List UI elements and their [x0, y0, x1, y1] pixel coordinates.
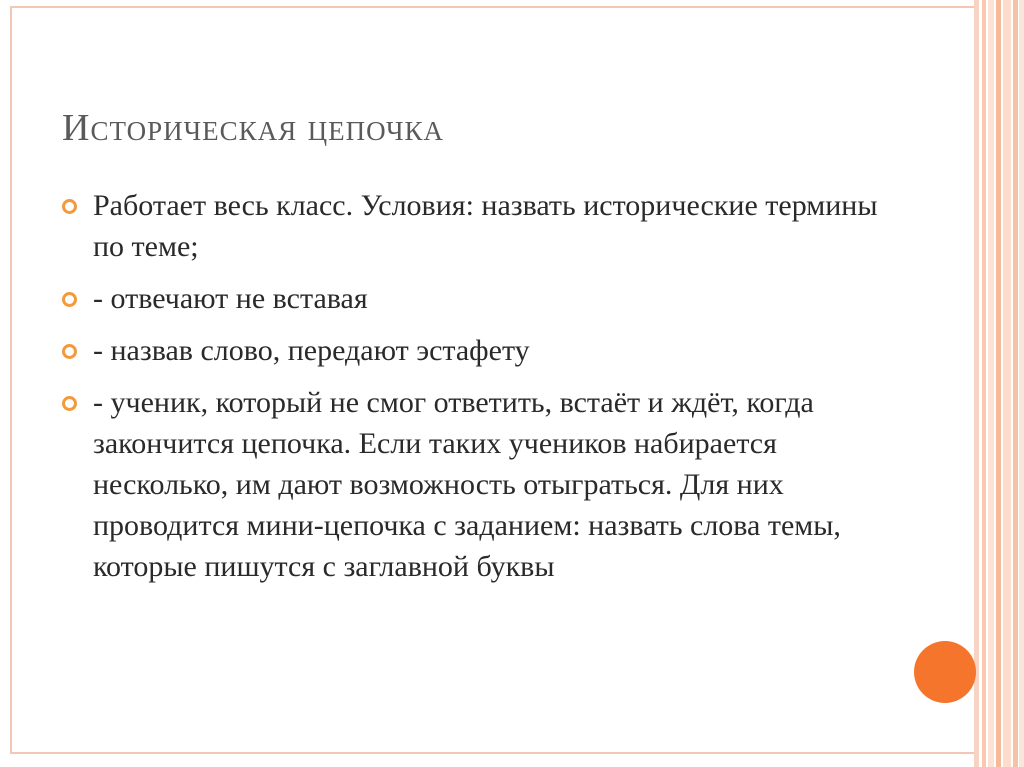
decorative-stripes [974, 0, 1024, 767]
stripe [974, 0, 979, 767]
stripe [1019, 0, 1024, 767]
stripe [982, 0, 986, 767]
circle-bullet-icon [62, 396, 77, 411]
stripe [988, 0, 994, 767]
bullet-text: - ученик, который не смог ответить, встаёт и ждёт, когда закончится цепочка. Если таких учеников набирается несколько, им дают возможность отыграться. Для них проводится мини-цепочка с заданием: назвать слова темы, которые пишутся с заглавной буквы [93, 386, 841, 583]
circle-bullet-icon [62, 199, 77, 214]
circle-bullet-icon [62, 344, 77, 359]
circle-bullet-icon [62, 292, 77, 307]
slide-title: Историческая цепочка [62, 107, 445, 149]
bullet-text: - назвав слово, передают эстафету [93, 334, 530, 367]
bullet-item [62, 330, 882, 371]
bullet-item [62, 185, 882, 267]
bullet-item [62, 278, 882, 319]
bullet-list [62, 185, 882, 598]
bullet-item [62, 382, 882, 587]
stripe [1003, 0, 1011, 767]
bullet-text: - отвечают не вставая [93, 282, 368, 315]
orange-circle-decoration [914, 641, 976, 703]
stripe [1013, 0, 1018, 767]
stripe [996, 0, 1001, 767]
bullet-text: Работает весь класс. Условия: назвать исторические термины по теме; [93, 189, 878, 263]
